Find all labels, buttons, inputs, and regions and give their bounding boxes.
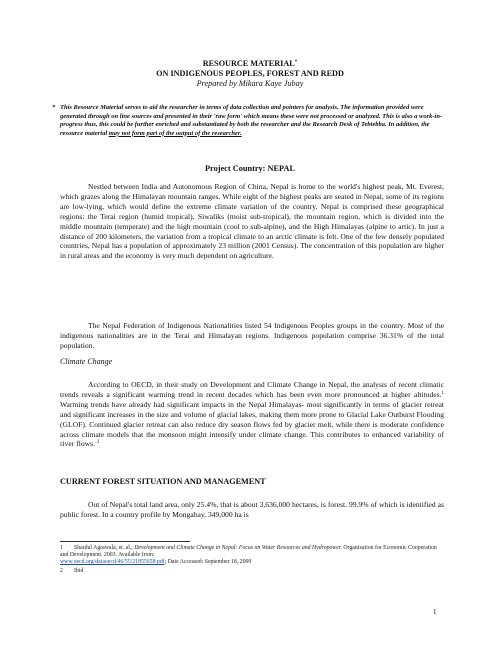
disclaimer-underlined: may not form part of the output of the researcher. bbox=[108, 129, 242, 137]
footnote-2: 2 Ibid bbox=[60, 568, 84, 574]
footnote-divider bbox=[60, 541, 190, 542]
prepared-by: Prepared by Mikara Kaye Jubay bbox=[196, 79, 304, 88]
intro-paragraph: Nestled between India and Autonomous Region of China, Nepal is home to the world's highest peak, Mt. Everest, which grazes along the Himalayan mountain ranges. While eight of the highest peaks are seated in Nepal, some of its regions are low-lying, which would define the extreme climate variation of the country. Nepal is comprised these geographical regions: the Terai region (humid tropical), Siwaliks (moist sub-tropical), the mountain region, which is divided into the middle mountain (temperate) and the high mountain (cool to sub-alpine), and the High Himalayas (alpine to artic). In just a distance of 200 kilometers, the variation from a tropical climate to an arctic climate is felt. One of the few densely populated countries, Nepal has a population of approximately 23 million (2001 Census). The concentration of this population are higher in rural areas and the economy is very much dependent on agriculture. bbox=[60, 182, 444, 261]
project-country-heading: Project Country: NEPAL bbox=[204, 164, 296, 173]
disclaimer-note bbox=[52, 104, 445, 138]
title-line-1: RESOURCE MATERIAL* bbox=[202, 59, 298, 68]
footnote-ref-1: 1 bbox=[441, 390, 444, 396]
title-line-2: ON INDIGENOUS PEOPLES, FOREST AND REDD bbox=[156, 69, 344, 78]
footnote-ref-2: 2 bbox=[96, 440, 100, 446]
disclaimer-mark: * bbox=[52, 104, 56, 111]
forest-paragraph: Out of Nepal's total land area, only 25.4%, that is about 3,636,000 hectares, is forest. 99.9% of which is identified as public forest. In a country profile by Mongabay, 349,000 ha is bbox=[60, 500, 444, 519]
footnote-link[interactable]: www.oecd.org/dataoecd/46/55/21855658.pdf bbox=[60, 559, 165, 566]
title-footnote-mark: * bbox=[294, 60, 298, 65]
forest-heading: CURRENT FOREST SITUATION AND MANAGEMENT bbox=[60, 477, 266, 486]
disclaimer-text: This Resource Material serves to aid the researcher in terms of data collection and pointers for analysis. The information provided were generated through on line sources and presented in their 'raw form' which means these were not processed or analyzed. This is also a work-in-progress thus, this could be further enriched and substantiated by both the researcher and the Research Desk of Tebtebba. In addition, the resource material bbox=[60, 104, 443, 137]
climate-change-heading: Climate Change bbox=[60, 357, 113, 366]
climate-paragraph: According to OECD, in their study on Development and Climate Change in Nepal, the analysis of recent climatic trends reveals a significant warming trend in recent decades which has been even more pronounced at higher altitudes.$^1$ Warming trends have already had significant impacts in the Nepal Himalayas- most significantly in terms of glacier retreat and significant increases in the size and volume of glacial lakes, making them more prone to Glacial Lake Outburst Flooding (GLOF). Continued glacier retreat can also reduce dry season flows fed by glacier melt, while there is moderate confidence across climate models that the monsoon might intensify under climate change. This contributes to enhanced variability of river flows. $^2$ bbox=[60, 380, 444, 449]
page-number: 1 bbox=[433, 608, 437, 616]
indigenous-paragraph: The Nepal Federation of Indigenous Nationalities listed 54 Indigenous Peoples groups in the country. Most of the indigenous nationalities are in the Terai and Himalayan regions. Indigenous population comprise 36.31% of the total population. bbox=[60, 321, 444, 350]
footnote-1: 1 Shardul Agrawala, et. al., Development and Climate Change in Nepal: Focus on Water Resources and Hydropower. Organization for Economic Cooperation and Development. 2003. Available from: www.oecd.org/dataoecd/46/55/21855658.pdf; Date Accessed: September 18, 2009 bbox=[60, 545, 437, 566]
